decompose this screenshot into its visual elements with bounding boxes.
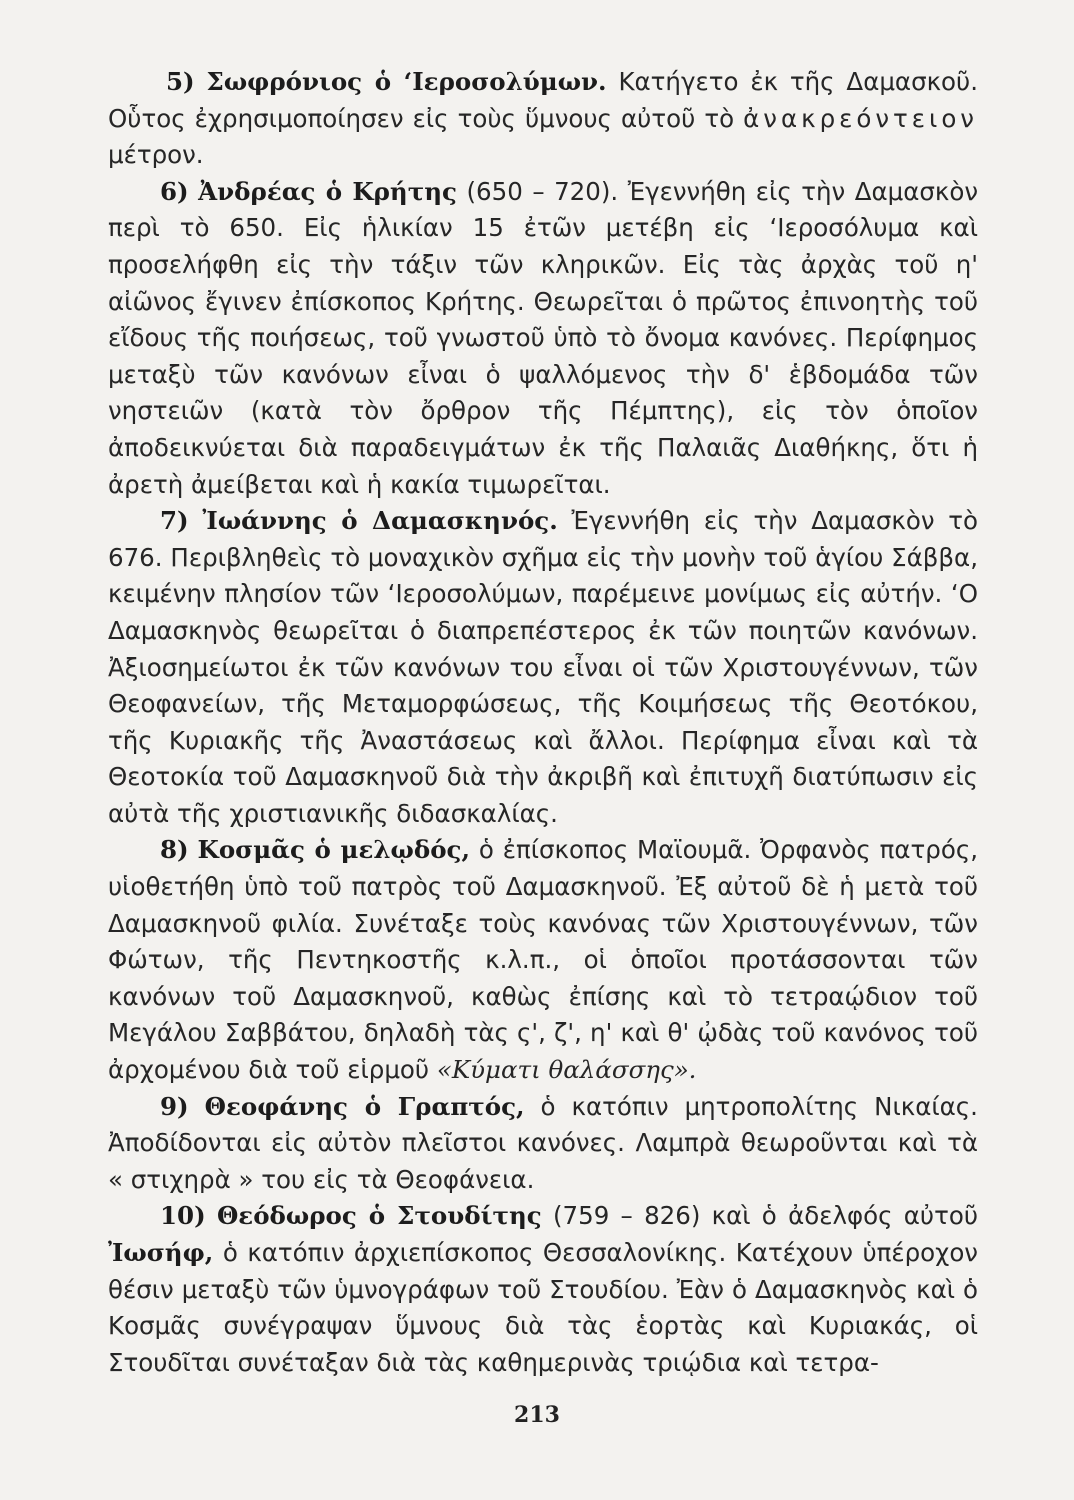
page-number: 213	[514, 1402, 560, 1428]
paragraph-sophronios	[108, 64, 978, 174]
paragraph-theophanis	[108, 1089, 978, 1199]
author-name: Κοσμᾶς ὁ μελῳδός,	[197, 835, 470, 865]
author-name: Ἀνδρέας ὁ Κρήτης	[198, 176, 457, 206]
paragraph-text: (650 – 720). Ἐγεννήθη εἰς τὴν Δαμασκὸν περὶ τὸ 650. Εἰς ἡλικίαν 15 ἐτῶν μετέβη εἰς ‘Ιεροσόλυμα καὶ προσελήφθη εἰς τὴν τάξιν τῶν κληρικῶν. Εἰς τὰς ἀρχὰς τοῦ η' αἰῶνος ἔγινεν ἐπίσκοπος Κρήτης. Θεωρεῖται ὁ πρῶτος ἐπινοητὴς τοῦ εἴδους τῆς ποιήσεως, τοῦ γνωστοῦ ὑπὸ τὸ ὄνομα κανόνες. Περίφημος μεταξὺ τῶν κανόνων εἶναι ὁ ψαλλόμενος τὴν δ' ἑβδομάδα τῶν νηστειῶν (κατὰ τὸν ὄρθρον τῆς Πέμπτης), εἰς τὸν ὁποῖον ἀποδεικνύεται διὰ παραδειγμάτων ἐκ τῆς Παλαιᾶς Διαθήκης, ὅτι ἡ ἀρετὴ ἀμείβεται καὶ ἡ κακία τιμωρεῖται.	[108, 176, 979, 499]
paragraph-andreas	[108, 174, 978, 503]
paragraph-text: ὁ κατόπιν ἀρχιεπίσκοπος Θεσσαλονίκης. Κατέχουν ὑπέροχον θέσιν μεταξὺ τῶν ὑμνογράφων τοῦ Στουδίου. Ἐὰν ὁ Δαμασκηνὸς καὶ ὁ Κοσμᾶς συνέγραψαν ὕμνους διὰ τὰς ἑορτὰς καὶ Κυριακάς, οἱ Στουδῖται συνέταξαν διὰ τὰς καθημερινὰς τριῴδια καὶ τετρα-	[108, 1238, 978, 1377]
paragraph-ioannis	[108, 503, 978, 832]
paragraph-theodoros	[108, 1198, 978, 1381]
entry-number: 8)	[160, 835, 189, 865]
author-name: Ἰωάννης ὁ Δαμασκηνός.	[202, 506, 558, 536]
paragraph-text: Ἐγεννήθη εἰς τὴν Δαμασκὸν τὸ 676. Περιβληθεὶς τὸ μοναχικὸν σχῆμα εἰς τὴν μονὴν τοῦ ἁγίου Σάββα, κειμένην πλησίον τῶν ‘Ιεροσολύμων, παρέμεινε μονίμως εἰς αὐτήν. ‘Ο Δαμασκηνὸς θεωρεῖται ὁ διαπρεπέστερος ἐκ τῶν ποιητῶν κανόνων. Ἀξιοσημείωτοι ἐκ τῶν κανόνων του εἶναι οἱ τῶν Χριστουγέννων, τῶν Θεοφανείων, τῆς Μεταμορφώσεως, τῆς Κοιμήσεως τῆς Θεοτόκου, τῆς Κυριακῆς τῆς Ἀναστάσεως καὶ ἄλλοι. Περίφημα εἶναι καὶ τὰ Θεοτοκία τοῦ Δαμασκηνοῦ διὰ τὴν ἀκριβῆ καὶ ἐπιτυχῆ διατύπωσιν εἰς αὐτὰ τῆς χριστιανικῆς διδασκαλίας.	[108, 506, 978, 828]
author-name: Θεοφάνης ὁ Γραπτός,	[204, 1091, 525, 1121]
entry-number: 6)	[160, 176, 189, 206]
entry-number: 5)	[166, 67, 195, 96]
paragraph-kosmas	[108, 832, 978, 1088]
paragraph-text: Κατήγετο ἐκ τῆς Δαμασκοῦ. Οὗτος ἐχρησιμοποίησεν εἰς τοὺς ὕμνους αὐτοῦ τὸ	[108, 67, 978, 133]
author-name: Θεόδωρος ὁ Στουδίτης	[216, 1201, 542, 1231]
paragraph-text: (759 – 826) καὶ ὁ ἀδελφός αὐτοῦ	[552, 1201, 978, 1231]
emphasized-term: ἀνακρεόντειον	[743, 103, 978, 133]
paragraph-text: ὁ ἐπίσκοπος Μαϊουμᾶ. Ὀρφανὸς πατρός, υἱοθετήθη ὑπὸ τοῦ πατρὸς τοῦ Δαμασκηνοῦ. Ἐξ αὐτοῦ δὲ ἡ μετὰ τοῦ Δαμασκηνοῦ φιλία. Συνέταξε τοὺς κανόνας τῶν Χριστουγέννων, τῶν Φώτων, τῆς Πεντηκοστῆς κ.λ.π., οἱ ὁποῖοι προτάσσονται τῶν κανόνων τοῦ Δαμασκηνοῦ, καθὼς ἐπίσης καὶ τὸ τετραῴδιον τοῦ Μεγάλου Σαββάτου, δηλαδὴ τὰς ς', ζ', η' καὶ θ' ᾠδὰς τοῦ κανόνος τοῦ ἀρχομένου διὰ τοῦ εἱρμοῦ	[108, 835, 978, 1085]
paragraph-text: ὁ κατόπιν μητροπολίτης Νικαίας. Ἀποδίδονται εἰς αὐτὸν πλεῖστοι κανόνες. Λαμπρὰ θεωροῦνται καὶ τὰ « στιχηρὰ » του εἰς τὰ Θεοφάνεια.	[108, 1091, 978, 1194]
author-name-secondary: Ἰωσήφ,	[108, 1238, 214, 1267]
entry-number: 9)	[160, 1091, 189, 1121]
author-name: Σωφρόνιος ὁ ‘Ιεροσολύμων.	[206, 67, 607, 96]
paragraph-text: μέτρον.	[108, 140, 204, 170]
entry-number: 10)	[160, 1201, 206, 1231]
entry-number: 7)	[160, 506, 189, 536]
hymn-title: «Κύματι θαλάσσης».	[436, 1055, 697, 1085]
text-block	[108, 64, 978, 1381]
